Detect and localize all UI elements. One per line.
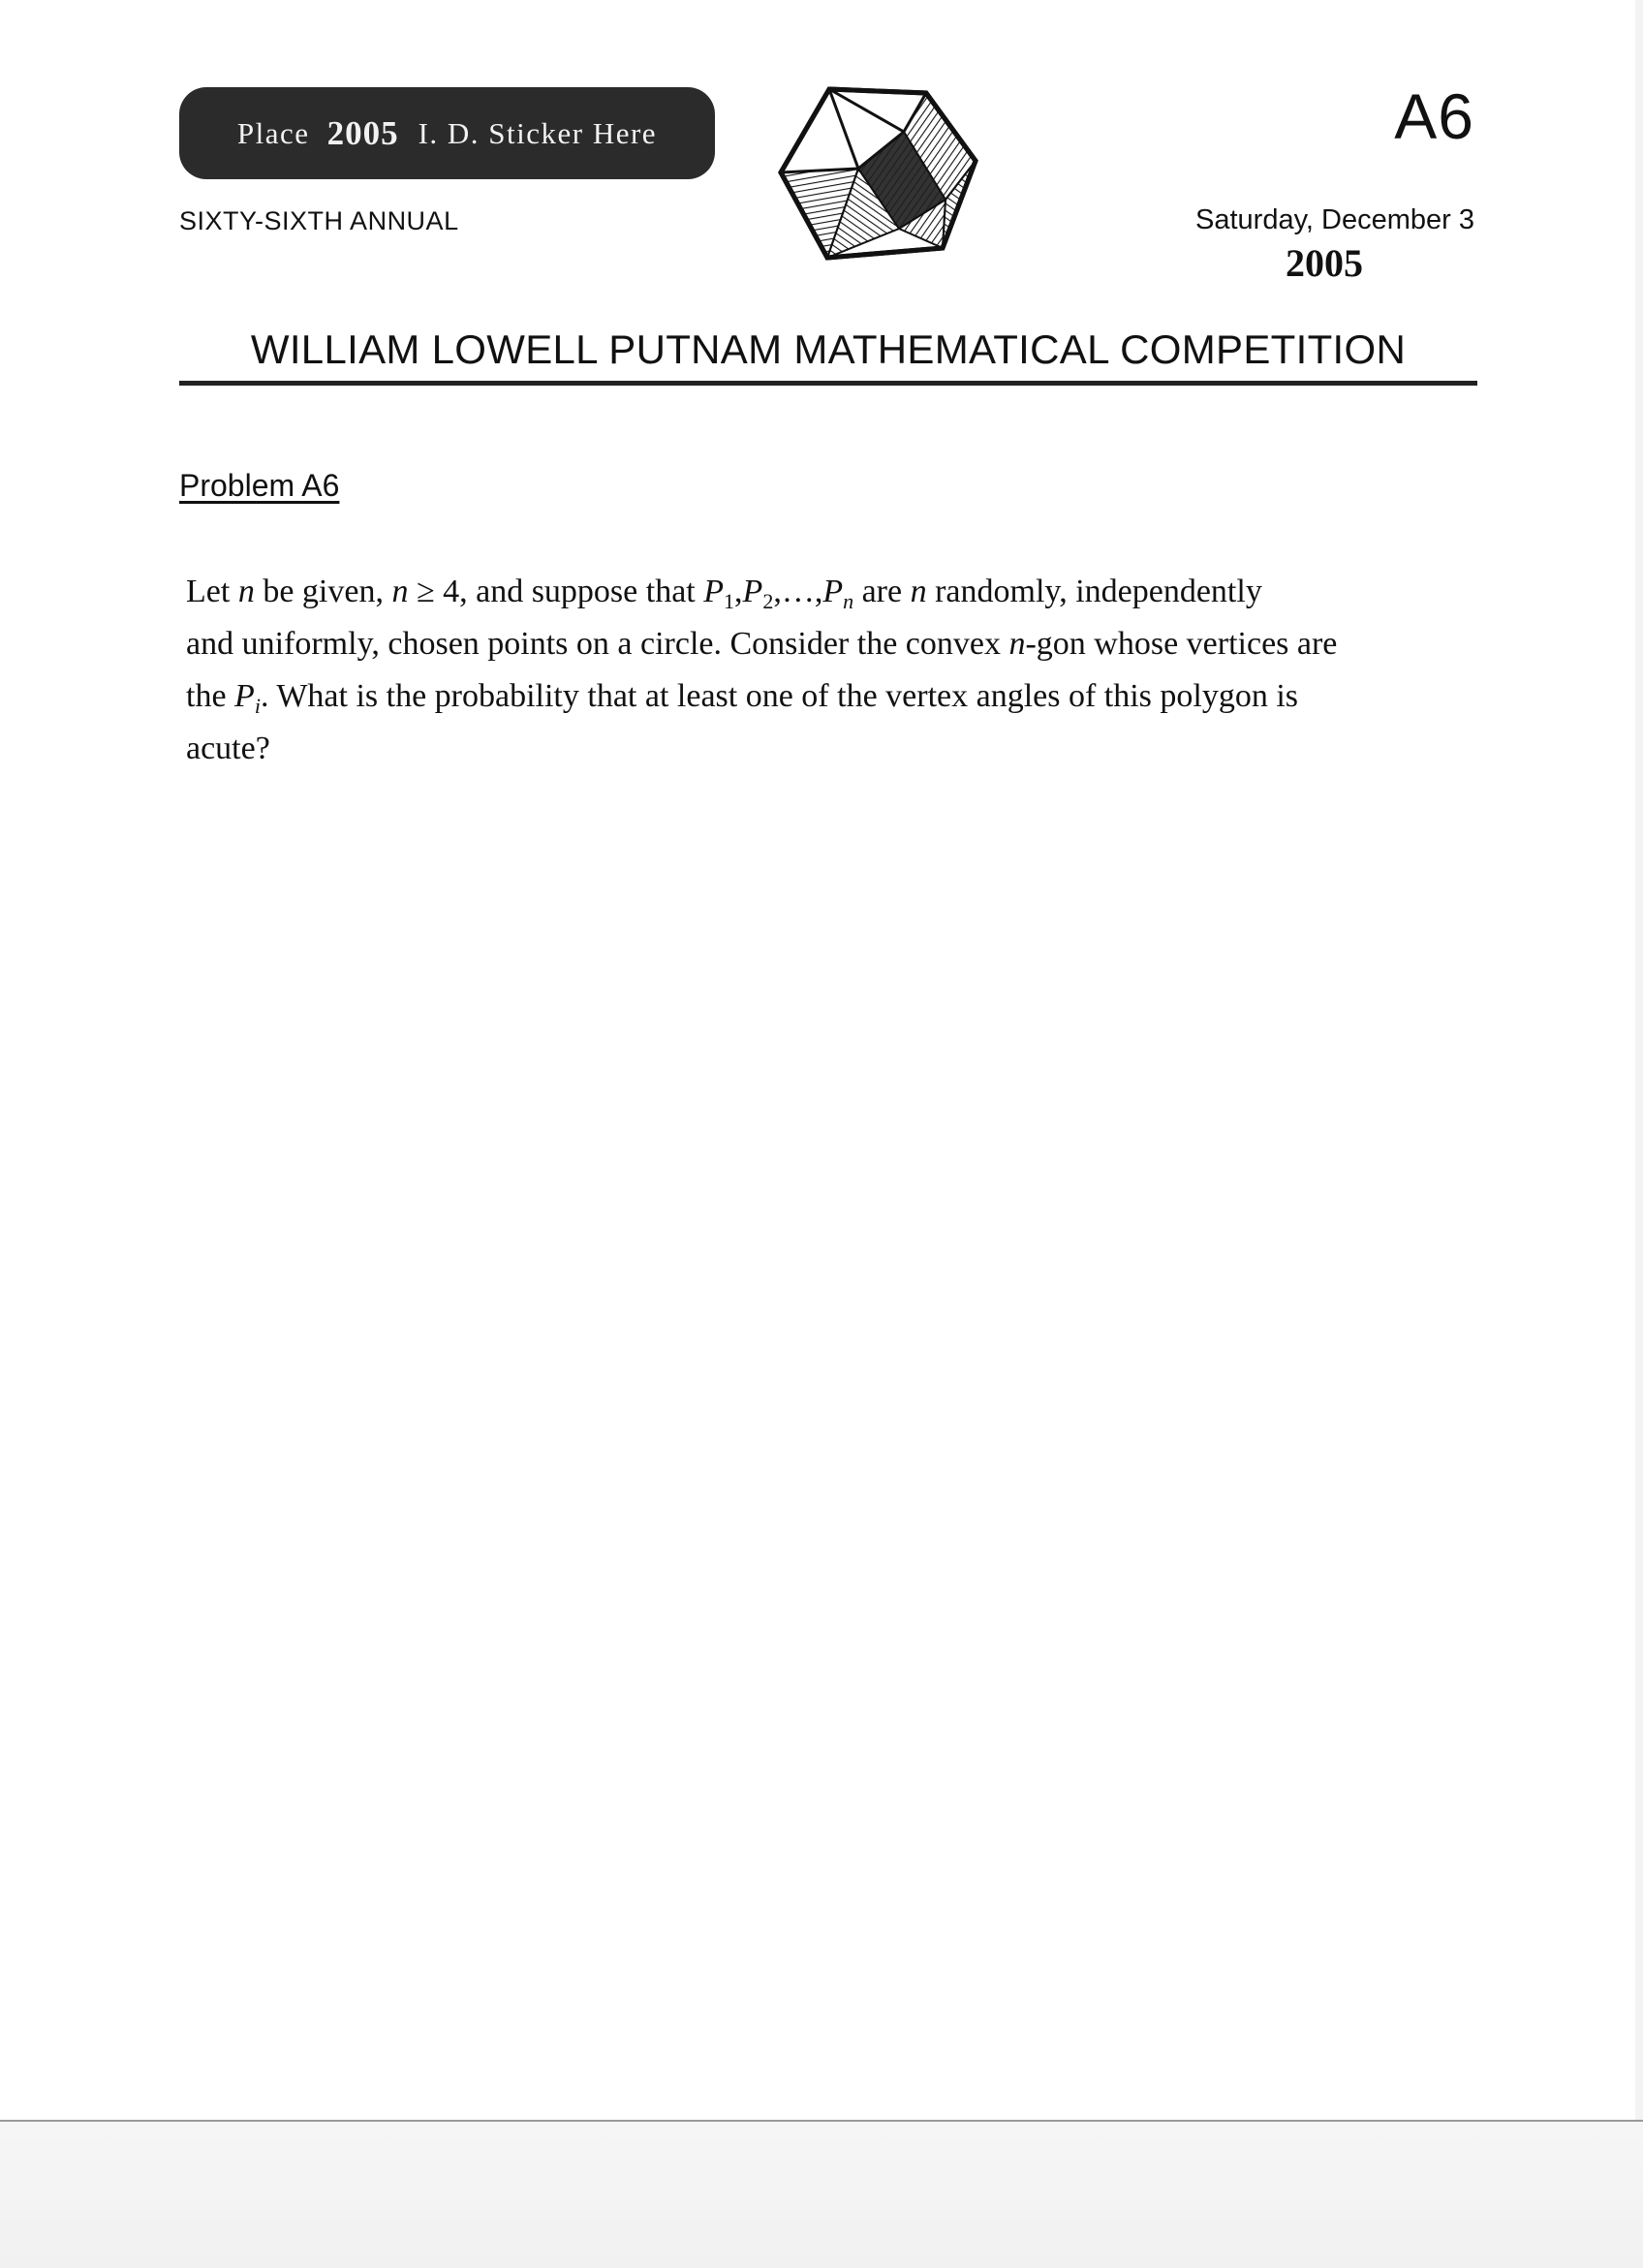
title-rule bbox=[179, 381, 1477, 386]
id-sticker-area bbox=[179, 87, 715, 179]
statement-line-2: and uniformly, chosen points on a circle. Consider the convex n-gon whose vertices are bbox=[186, 626, 1338, 662]
sticker-prefix: Place bbox=[236, 115, 310, 150]
problem-heading: Problem A6 bbox=[179, 468, 340, 503]
competition-title: WILLIAM LOWELL PUTNAM MATHEMATICAL COMPETITION bbox=[250, 326, 1407, 372]
problem-statement bbox=[186, 566, 1465, 775]
statement-line-4: acute? bbox=[186, 730, 270, 766]
exam-date: Saturday, December 3 bbox=[1195, 204, 1474, 235]
sticker-suffix: I. D. Sticker Here bbox=[418, 115, 658, 150]
problem-code: A6 bbox=[1394, 80, 1474, 152]
page-bottom-edge bbox=[0, 2120, 1643, 2268]
polyhedron-icon bbox=[773, 83, 981, 263]
statement-line-1: Let n be given, n ≥ 4, and suppose that $P_1,P_2,\dots,P_n$ are n randomly, independently bbox=[186, 574, 1262, 613]
page-right-edge bbox=[1635, 0, 1643, 2120]
exam-year: 2005 bbox=[1286, 241, 1363, 285]
sticker-year: 2005 bbox=[326, 113, 399, 152]
annual-label: SIXTY-SIXTH ANNUAL bbox=[179, 206, 459, 235]
statement-line-3: the $P_i$. What is the probability that at least one of the vertex angles of this polygon is bbox=[186, 678, 1299, 718]
